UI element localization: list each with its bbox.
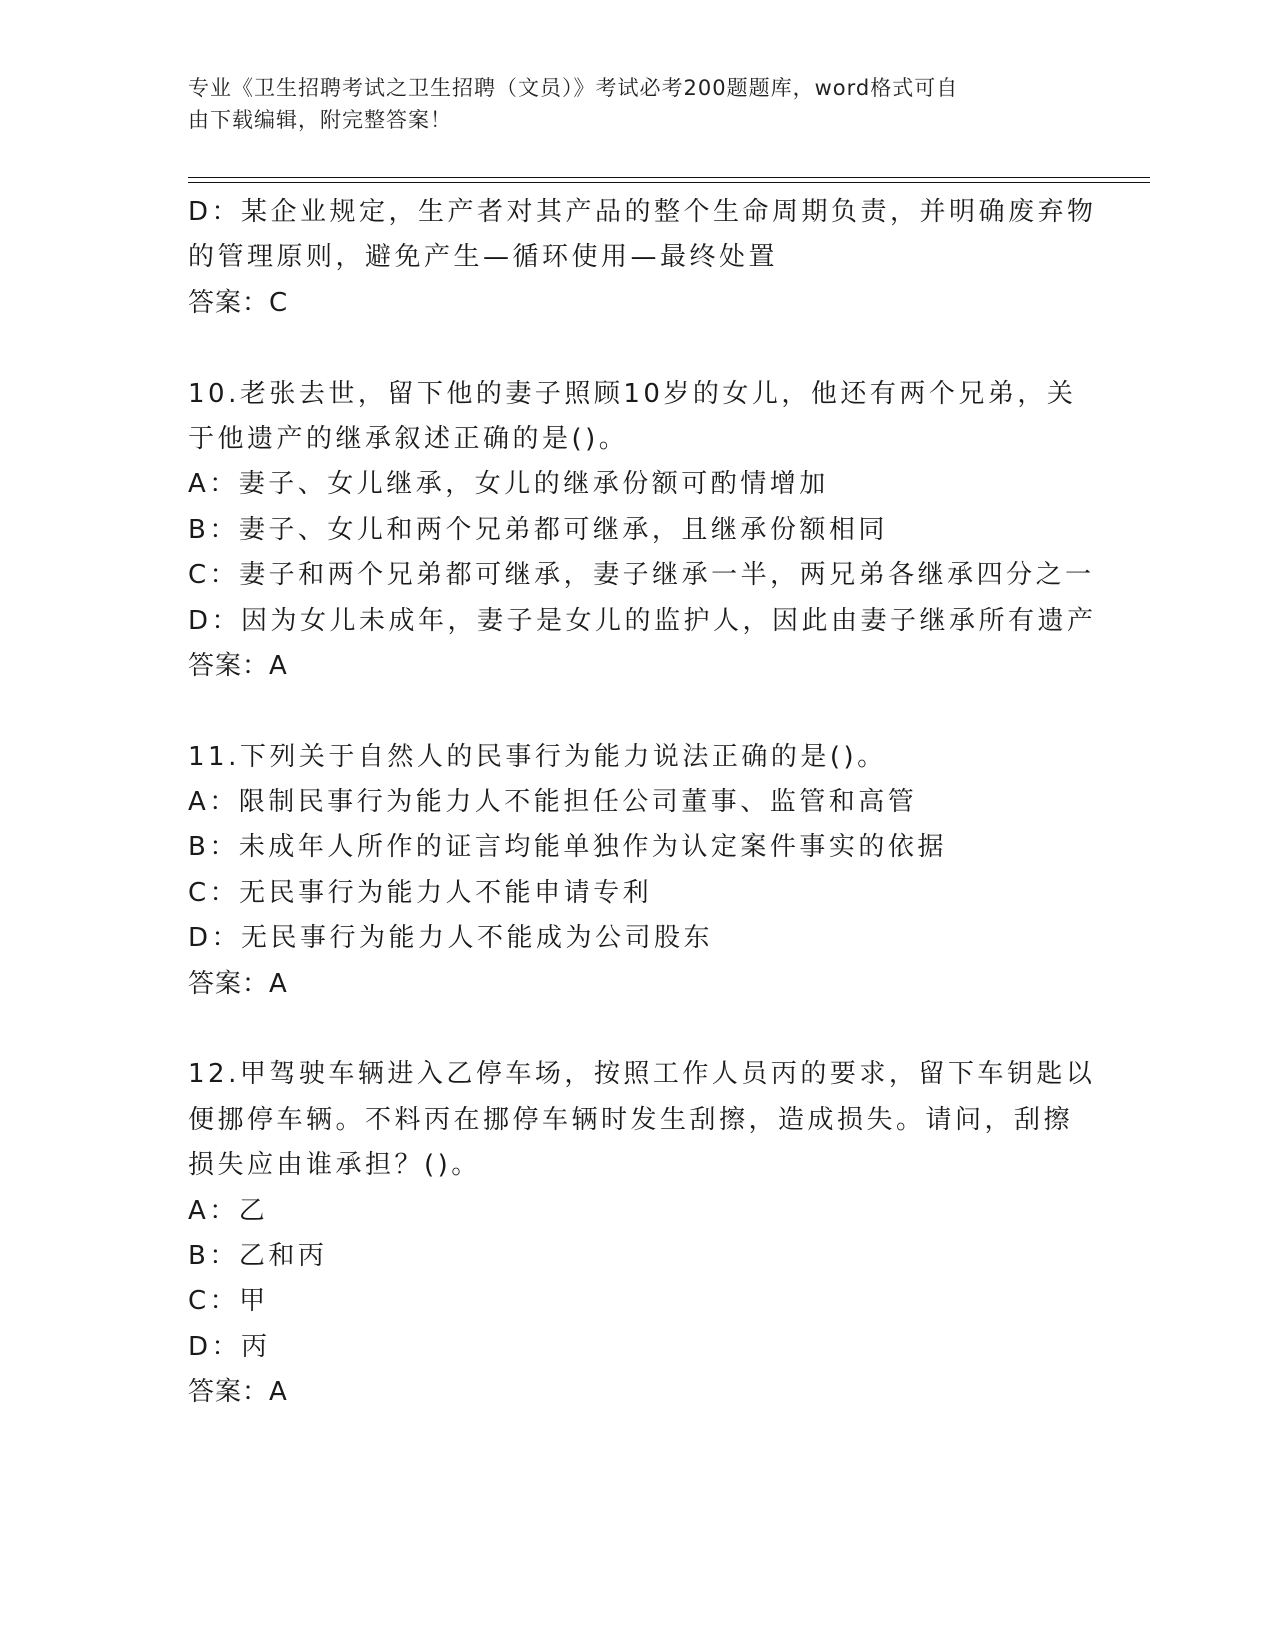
spacer — [188, 689, 1108, 734]
answer-line: 答案：C — [188, 287, 289, 318]
question-stem-line: 11.下列关于自然人的民事行为能力说法正确的是()。 — [188, 741, 887, 772]
option-b: B：妻子、女儿和两个兄弟都可继承，且继承份额相同 — [188, 514, 888, 545]
question-stem-line: 便挪停车辆。不料丙在挪停车辆时发生刮擦，造成损失。请问，刮擦 — [188, 1104, 1074, 1135]
option-d: D：因为女儿未成年，妻子是女儿的监护人，因此由妻子继承所有遗产 — [188, 605, 1097, 636]
question-10 — [188, 372, 1108, 690]
option-a: A：妻子、女儿继承，女儿的继承份额可酌情增加 — [188, 469, 829, 500]
question-stem-line: 10.老张去世，留下他的妻子照顾10岁的女儿，他还有两个兄弟，关 — [188, 378, 1077, 409]
document-body — [188, 190, 1108, 1416]
option-a: A：乙 — [188, 1195, 269, 1226]
option-c: C：妻子和两个兄弟都可继承，妻子继承一半，两兄弟各继承四分之一 — [188, 560, 1095, 591]
option-d-line-2: 的管理原则，避免产生—循环使用—最终处置 — [188, 242, 779, 273]
option-a: A：限制民事行为能力人不能担任公司董事、监管和高管 — [188, 787, 918, 818]
document-header — [188, 72, 1068, 136]
question-12 — [188, 1052, 1108, 1415]
option-d-line-1: D：某企业规定，生产者对其产品的整个生命周期负责，并明确废弃物 — [188, 197, 1097, 227]
question-continued — [188, 190, 1108, 326]
option-c: C：甲 — [188, 1286, 269, 1317]
question-11 — [188, 735, 1108, 1007]
option-c: C：无民事行为能力人不能申请专利 — [188, 877, 653, 908]
option-b: B：未成年人所作的证言均能单独作为认定案件事实的依据 — [188, 832, 947, 863]
header-rule-bottom — [188, 182, 1150, 183]
option-d: D：丙 — [188, 1331, 271, 1362]
option-d: D：无民事行为能力人不能成为公司股东 — [188, 923, 714, 954]
question-stem-line: 于他遗产的继承叙述正确的是()。 — [188, 423, 629, 454]
header-line-1: 专业《卫生招聘考试之卫生招聘（文员）》考试必考200题题库，word格式可自 — [188, 76, 959, 100]
question-stem-line: 损失应由谁承担？()。 — [188, 1150, 481, 1181]
header-line-2: 由下载编辑，附完整答案！ — [188, 108, 452, 132]
header-rule-top — [188, 177, 1150, 178]
answer-line: 答案：A — [188, 1377, 288, 1408]
answer-line: 答案：A — [188, 650, 288, 681]
option-b: B：乙和丙 — [188, 1240, 328, 1271]
question-stem-line: 12.甲驾驶车辆进入乙停车场，按照工作人员丙的要求，留下车钥匙以 — [188, 1059, 1096, 1090]
spacer — [188, 326, 1108, 371]
answer-line: 答案：A — [188, 968, 288, 999]
spacer — [188, 1007, 1108, 1052]
